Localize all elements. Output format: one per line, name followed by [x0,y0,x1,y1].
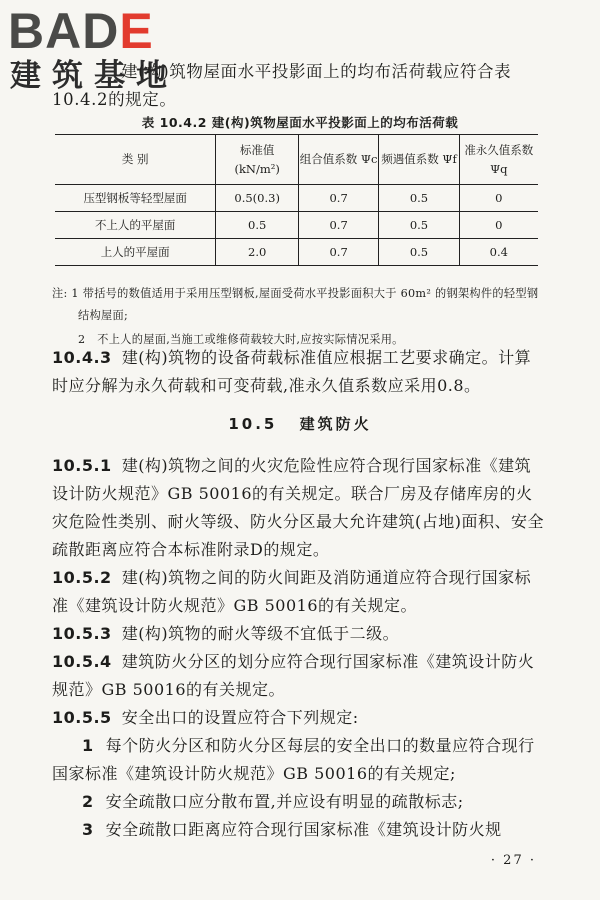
clause [52,452,547,564]
table-cell: 0.7 [298,239,378,266]
list-item [52,788,547,816]
item-text: 安全疏散口距离应符合现行国家标准《建筑设计防火规 [105,820,502,839]
table-notes [52,283,542,351]
item-text: 安全疏散口应分散布置,并应设有明显的疏散标志; [105,792,464,811]
note-text: 带括号的数值适用于采用压型钢板,屋面受荷水平投影面积大于 60m² 的钢架构件的轻型钢结构屋面; [78,287,539,322]
clause [52,564,547,620]
clause-number: 10.5.4 [52,652,112,671]
list-item [52,816,547,844]
clause [52,344,547,400]
table-row [55,239,538,266]
header-standard-value: 标准值 (kN/m²) [216,135,299,185]
section-heading [0,413,600,434]
table-cell: 2.0 [216,239,299,266]
table-cell: 0.5 [216,212,299,239]
table-title: 表 10.4.2 建(构)筑物屋面水平投影面上的均布活荷载 [141,115,459,130]
table-cell: 不上人的平屋面 [55,212,216,239]
watermark-brand: BADE [8,3,154,59]
note-item [52,283,542,327]
table-row [55,212,538,239]
note-text: 不上人的屋面,当施工或维修荷载较大时,应按实际情况采用。 [97,333,404,346]
header-combination-coef: 组合值系数 Ψc [298,135,378,185]
clause-text: 安全出口的设置应符合下列规定: [121,708,359,727]
intro-text: 建(构)筑物屋面水平投影面上的均布活荷载应符合表10.4.2的规定。 [52,62,512,109]
item-number: 1 [82,736,94,755]
note-number: 2 [78,333,86,346]
table-cell: 0.7 [298,185,378,212]
table-cell: 0.5 [379,212,459,239]
table-cell: 上人的平屋面 [55,239,216,266]
list-item [52,732,547,788]
table-cell: 0 [459,185,538,212]
section-title: 建筑防火 [299,415,372,433]
clause-text: 建(构)筑物之间的火灾危险性应符合现行国家标准《建筑设计防火规范》GB 50016的有关规定。联合厂房及存储库房的火灾危险性类别、耐火等级、防火分区最大允许建筑(占地)面积、安全疏散距离应符合本标准附录D的规定。 [52,456,544,559]
load-table [55,134,538,266]
header-frequent-coef: 频遇值系数 Ψf [379,135,459,185]
clause [52,704,547,732]
clause-number: 10.5.1 [52,456,112,475]
clause-text: 建筑防火分区的划分应符合现行国家标准《建筑设计防火规范》GB 50016的有关规定。 [52,652,535,699]
table-cell: 0.4 [459,239,538,266]
table-row [55,185,538,212]
note-number: 1 [71,287,79,300]
table-cell: 0.7 [298,212,378,239]
item-text: 每个防火分区和防火分区每层的安全出口的数量应符合现行国家标准《建筑设计防火规范》GB 50016的有关规定; [52,736,535,783]
clause-number: 10.5.2 [52,568,112,587]
table-cell: 0.5 [379,185,459,212]
table-cell: 压型钢板等轻型屋面 [55,185,216,212]
clause-number: 10.4.3 [52,348,112,367]
header-quasi-permanent-coef: 准永久值系数 Ψq [459,135,538,185]
section-number: 10.5 [228,415,278,433]
page-number: · 27 · [490,853,536,868]
table-cell: 0 [459,212,538,239]
clause [52,648,547,704]
header-category: 类 别 [55,135,216,185]
table-header-row [55,135,538,185]
clause-text: 建(构)筑物的耐火等级不宜低于二级。 [121,624,400,643]
intro-paragraph [52,58,547,114]
clause-number: 10.5.5 [52,708,112,727]
item-number: 2 [82,792,94,811]
watermark-subtitle: 建筑基地 [10,58,178,94]
clause [52,620,547,648]
item-number: 3 [82,820,94,839]
clause-number: 10.5.3 [52,624,112,643]
table-cell: 0.5(0.3) [216,185,299,212]
clause-text: 建(构)筑物的设备荷载标准值应根据工艺要求确定。计算时应分解为永久荷载和可变荷载,准永久值系数应采用0.8。 [52,348,532,395]
notes-label: 注: [52,287,68,300]
table-cell: 0.5 [379,239,459,266]
clause-text: 建(构)筑物之间的防火间距及消防通道应符合现行国家标准《建筑设计防火规范》GB 50016的有关规定。 [52,568,532,615]
